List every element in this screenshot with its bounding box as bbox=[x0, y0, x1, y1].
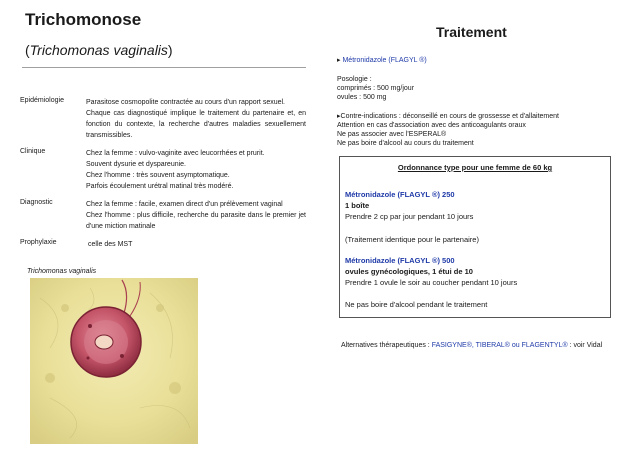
alternatives-prefix: Alternatives thérapeutiques : bbox=[341, 342, 430, 349]
prescription-box bbox=[339, 156, 611, 318]
row-label-diagnostic: Diagnostic bbox=[20, 199, 53, 206]
contra-line: Ne pas associer avec l'ESPERAL® bbox=[337, 131, 447, 138]
prescription-drug2-qty: ovules gynécologiques, 1 étui de 10 bbox=[345, 267, 473, 276]
alternatives-suffix: : voir Vidal bbox=[569, 342, 603, 349]
contra-first-line bbox=[337, 112, 559, 121]
image-caption: Trichomonas vaginalis bbox=[27, 268, 97, 275]
contraindications-block bbox=[337, 112, 559, 148]
subtitle-open: ( bbox=[25, 42, 30, 58]
contra-line: Contre-indications : déconseillé en cours de grossesse et d'allaitement bbox=[340, 113, 559, 120]
text-line: Chez l'homme : très souvent asymptomatique. bbox=[86, 172, 230, 179]
triangle-bullet-icon: ▸ bbox=[337, 113, 341, 120]
row-label-epidemiologie: Epidémiologie bbox=[20, 97, 64, 104]
row-text-clinique bbox=[86, 148, 306, 192]
alternatives-line bbox=[341, 342, 602, 349]
subtitle-species: Trichomonas vaginalis bbox=[29, 42, 168, 58]
posology-line: comprimés : 500 mg/jour bbox=[337, 85, 415, 92]
row-label-prophylaxie: Prophylaxie bbox=[20, 239, 57, 246]
text-line: Parasitose cosmopolite contractée au cours d'un rapport sexuel. bbox=[86, 99, 286, 106]
prescription-drug2: Métronidazole (FLAGYL ®) 500 bbox=[345, 256, 455, 265]
title-divider bbox=[22, 67, 306, 68]
posology-line: ovules : 500 mg bbox=[337, 94, 387, 101]
subtitle-close: ) bbox=[167, 42, 173, 58]
prescription-drug1-qty: 1 boîte bbox=[345, 201, 370, 210]
text-line: Chez la femme : facile, examen direct d'un prélèvement vaginal bbox=[86, 201, 283, 208]
row-label-clinique: Clinique bbox=[20, 148, 46, 155]
parasite-micrograph bbox=[30, 278, 198, 444]
posology-line: Posologie : bbox=[337, 76, 372, 83]
text-line: Chez l'homme : plus difficile, recherche du parasite dans le premier jet d'une miction matinale bbox=[86, 212, 306, 230]
text-line: celle des MST bbox=[88, 241, 133, 248]
prescription-drug1: Métronidazole (FLAGYL ®) 250 bbox=[345, 190, 455, 199]
text-line: Chaque cas diagnostiqué implique le traitement du partenaire et, en fonction du contexte, la recherche d'autres maladies sexuellement transmissibles. bbox=[86, 110, 306, 139]
text-line: Souvent dysurie et dyspareunie. bbox=[86, 161, 187, 168]
text-line: Chez la femme : vulvo-vaginite avec leucorrhées et prurit. bbox=[86, 150, 265, 157]
contra-line: Ne pas boire d'alcool au cours du traitement bbox=[337, 140, 474, 147]
prescription-partner-note: (Traitement identique pour le partenaire) bbox=[345, 235, 479, 244]
prescription-alcohol-note: Ne pas boire d'alcool pendant le traitement bbox=[345, 300, 488, 309]
text-line: Parfois écoulement urétral matinal très modéré. bbox=[86, 183, 234, 190]
prescription-heading: Ordonnance type pour une femme de 60 kg bbox=[397, 163, 553, 172]
page-subtitle bbox=[25, 42, 173, 58]
row-text-prophylaxie bbox=[88, 239, 308, 250]
prescription-drug2-dose: Prendre 1 ovule le soir au coucher pendant 10 jours bbox=[345, 278, 518, 287]
drug-header-text: Métronidazole (FLAGYL ®) bbox=[342, 57, 427, 64]
alternatives-drugs: FASIGYNE®, TIBERAL® ou FLAGENTYL® bbox=[431, 342, 568, 349]
prescription-drug1-dose: Prendre 2 cp par jour pendant 10 jours bbox=[345, 212, 474, 221]
parasite-nucleus bbox=[95, 335, 113, 349]
page-title: Trichomonose bbox=[25, 10, 142, 29]
row-text-diagnostic bbox=[86, 199, 306, 232]
row-text-epidemiologie bbox=[86, 97, 306, 141]
drug-header bbox=[337, 56, 427, 65]
micrograph-svg bbox=[30, 278, 198, 444]
contra-line: Attention en cas d'association avec des anticoagulants oraux bbox=[337, 122, 526, 129]
posology-block bbox=[337, 75, 414, 102]
triangle-bullet-icon: ▸ bbox=[337, 57, 341, 64]
treatment-title: Traitement bbox=[436, 24, 507, 40]
